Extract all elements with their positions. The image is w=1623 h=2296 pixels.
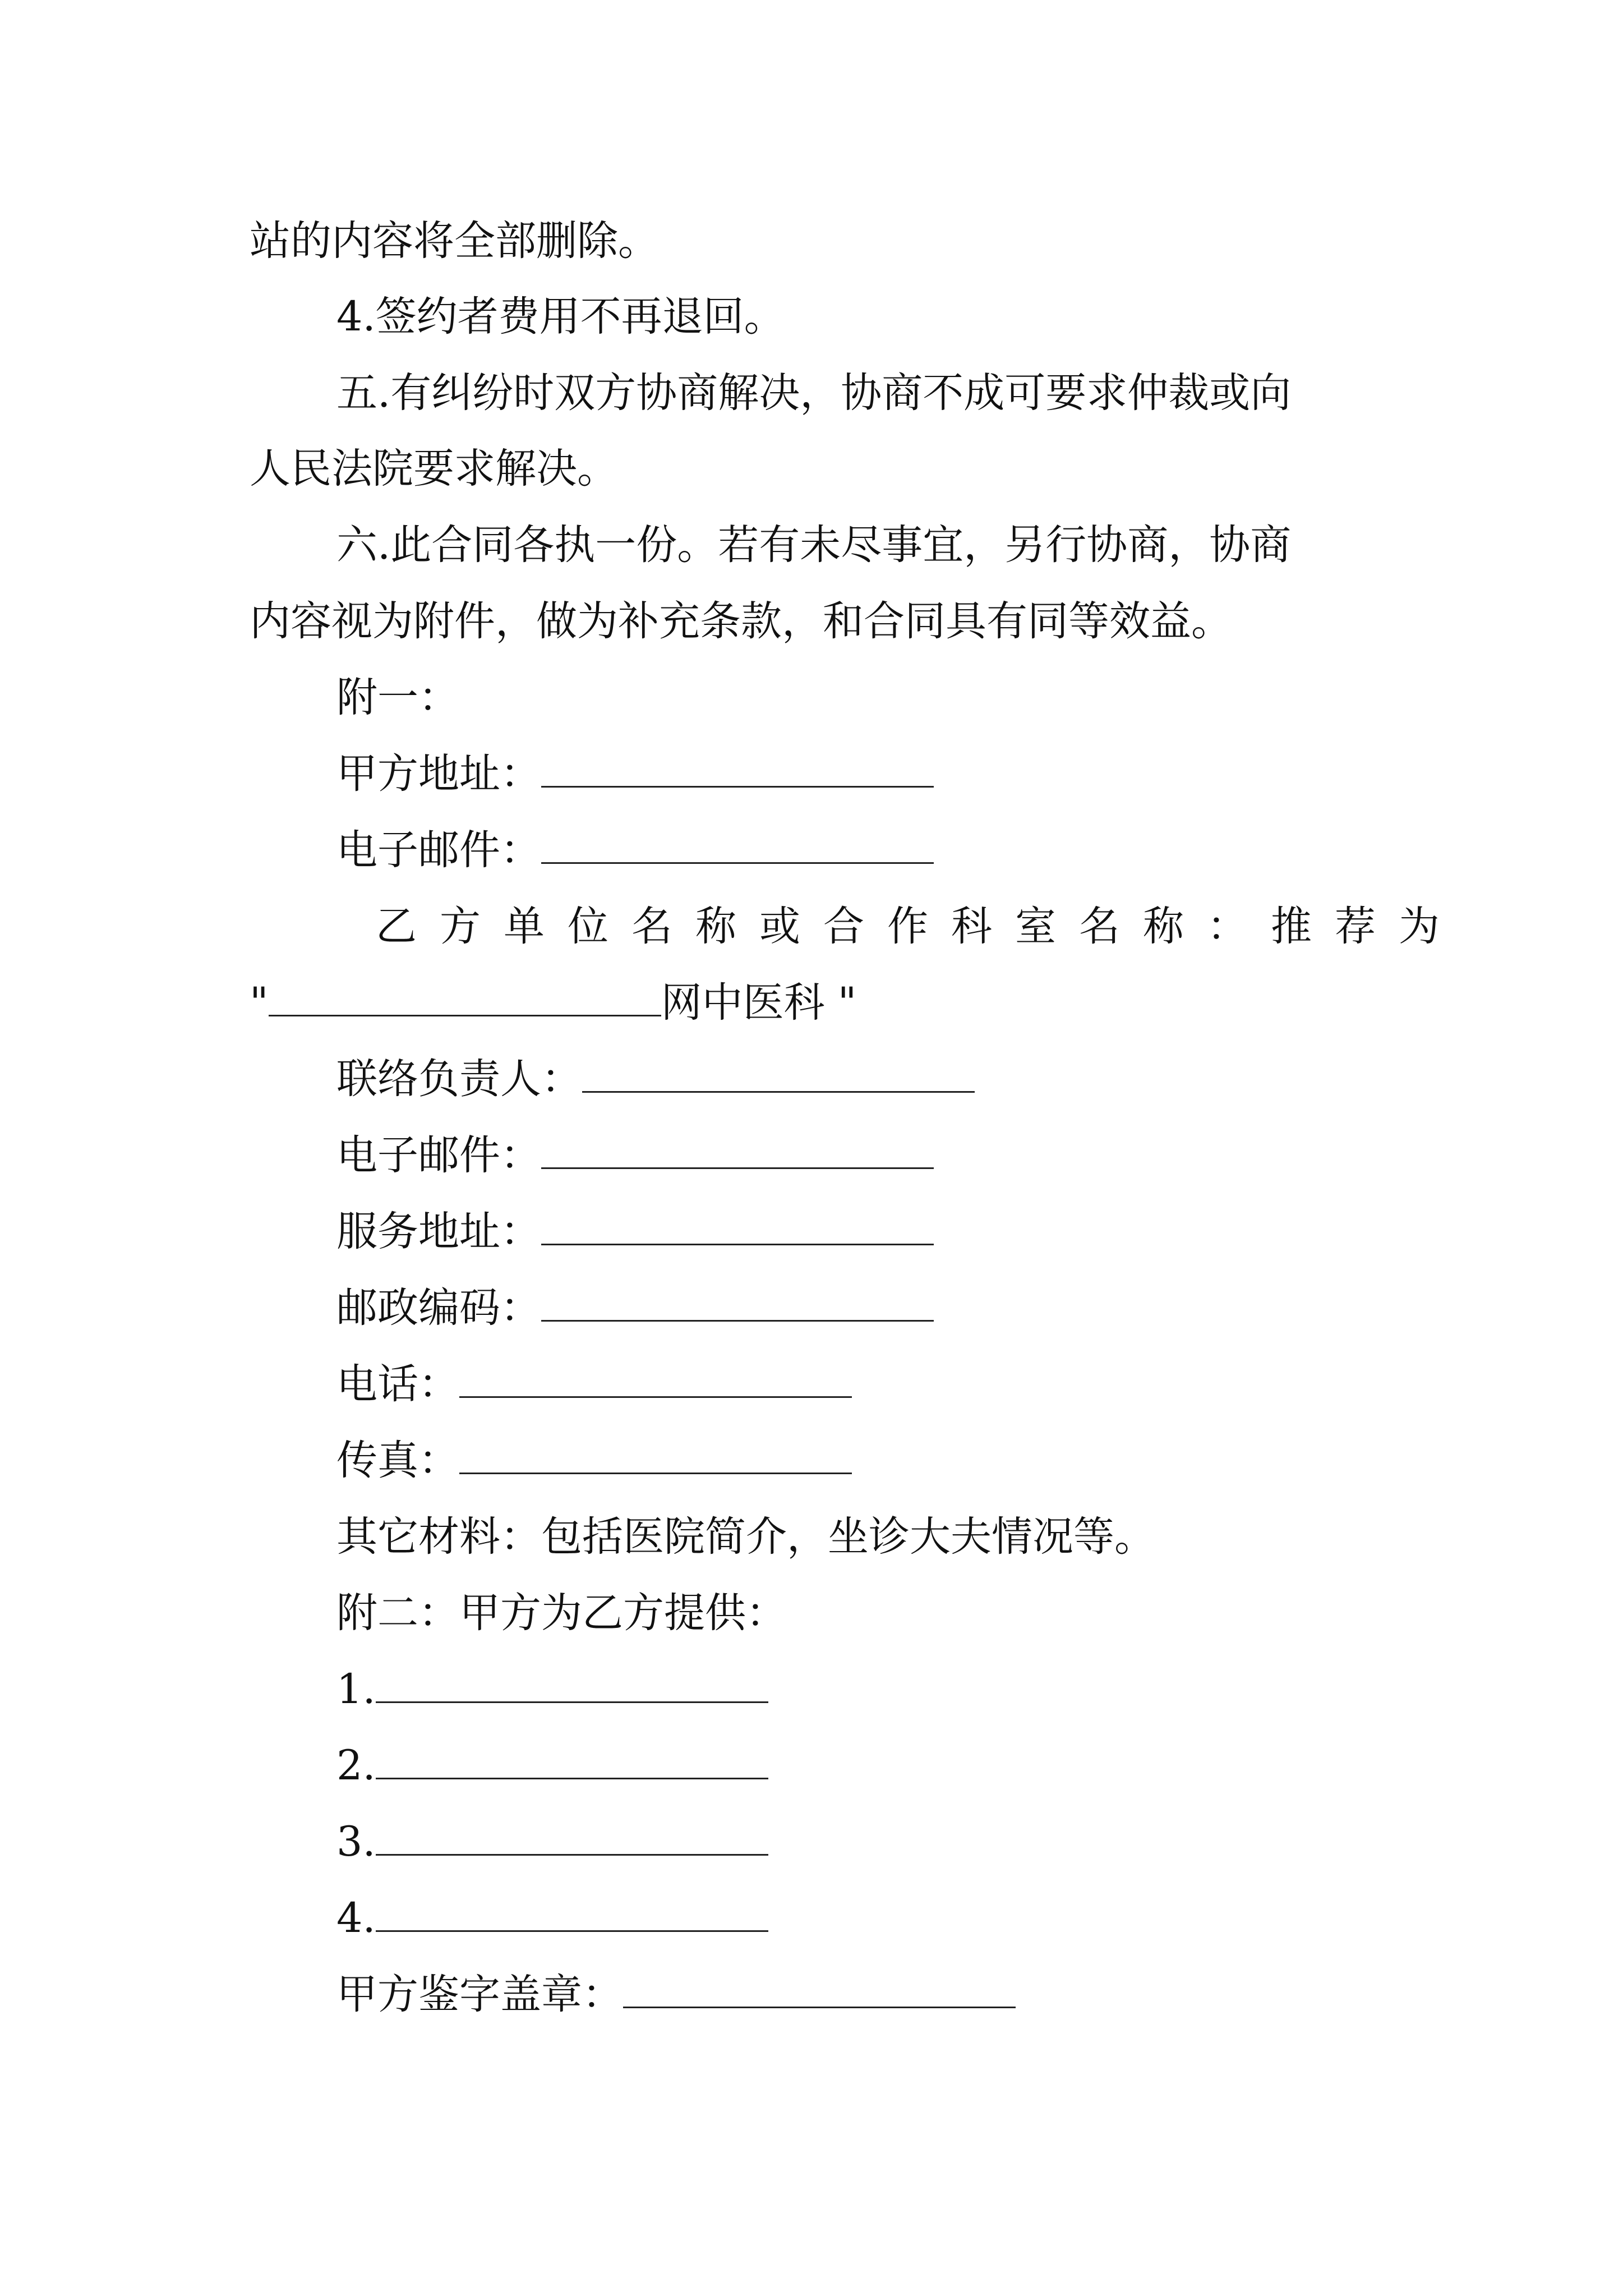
phone-blank[interactable] [459, 1357, 852, 1398]
party-b-name-row [250, 975, 856, 1031]
provision-blank-3[interactable] [376, 1815, 768, 1856]
field-label: 联络负责人： [336, 1055, 582, 1103]
field-label: 电子邮件： [336, 826, 541, 874]
provision-blank-1[interactable] [376, 1662, 768, 1703]
text-line: 内容视为附件，做为补充条款，和合同具有同等效益。 [250, 597, 1232, 645]
provision-item-4 [336, 1890, 768, 1947]
item-number: 2. [336, 1742, 376, 1789]
attachment-two-heading: 附二：甲方为乙方提供： [336, 1589, 787, 1637]
provision-blank-4[interactable] [376, 1891, 768, 1932]
field-suffix: 网中医科 " [661, 979, 857, 1027]
fax-blank[interactable] [459, 1433, 852, 1474]
field-label: 甲方地址： [336, 750, 541, 798]
text-line: 其它材料：包括医院简介，坐诊大夫情况等。 [336, 1513, 1155, 1561]
party-b-name-label: 乙方单位名称或合作科室名称：推荐为 [376, 903, 1463, 950]
party-a-email-blank[interactable] [541, 823, 934, 864]
provision-blank-2[interactable] [376, 1738, 768, 1779]
party-a-signature-blank[interactable] [623, 1967, 1016, 2008]
service-address-row [336, 1204, 934, 1260]
field-label: 电子邮件： [336, 1131, 541, 1179]
party-a-address-blank[interactable] [541, 747, 934, 788]
party-b-name-blank[interactable] [269, 976, 661, 1016]
field-label: 电话： [336, 1360, 459, 1408]
text-line: 人民法院要求解决。 [250, 445, 618, 493]
attachment-one-heading: 附一： [336, 674, 459, 721]
text-line: 六.此合同各执一份。若有未尽事宜，另行协商，协商 [336, 521, 1292, 569]
provision-item-3 [336, 1814, 768, 1870]
service-address-blank[interactable] [541, 1204, 934, 1245]
field-label: 邮政编码： [336, 1284, 541, 1332]
fax-row [336, 1433, 852, 1489]
field-label: 服务地址： [336, 1208, 541, 1255]
postal-code-row [336, 1280, 934, 1336]
text-line: 4.签约者费用不再退回。 [336, 293, 785, 341]
party-b-email-blank[interactable] [541, 1128, 934, 1169]
party-b-email-row [336, 1128, 934, 1184]
text-line: 五.有纠纷时双方协商解决，协商不成可要求仲裁或向 [336, 369, 1292, 417]
text-line: 站的内容将全部删除。 [250, 217, 659, 265]
phone-row [336, 1356, 852, 1412]
party-a-email-row [336, 822, 934, 878]
item-number: 3. [336, 1818, 376, 1866]
field-label: 甲方鉴字盖章： [336, 1971, 623, 2018]
provision-item-2 [336, 1738, 768, 1794]
item-number: 4. [336, 1894, 376, 1942]
party-a-signature-row [336, 1967, 1016, 2023]
item-number: 1. [336, 1665, 376, 1713]
contact-person-row [336, 1051, 975, 1107]
field-label: 传真： [336, 1437, 459, 1484]
provision-item-1 [336, 1662, 768, 1718]
open-quote: " [250, 979, 269, 1027]
contact-person-blank[interactable] [582, 1052, 975, 1093]
postal-code-blank[interactable] [541, 1281, 934, 1322]
party-a-address-row [336, 746, 934, 802]
